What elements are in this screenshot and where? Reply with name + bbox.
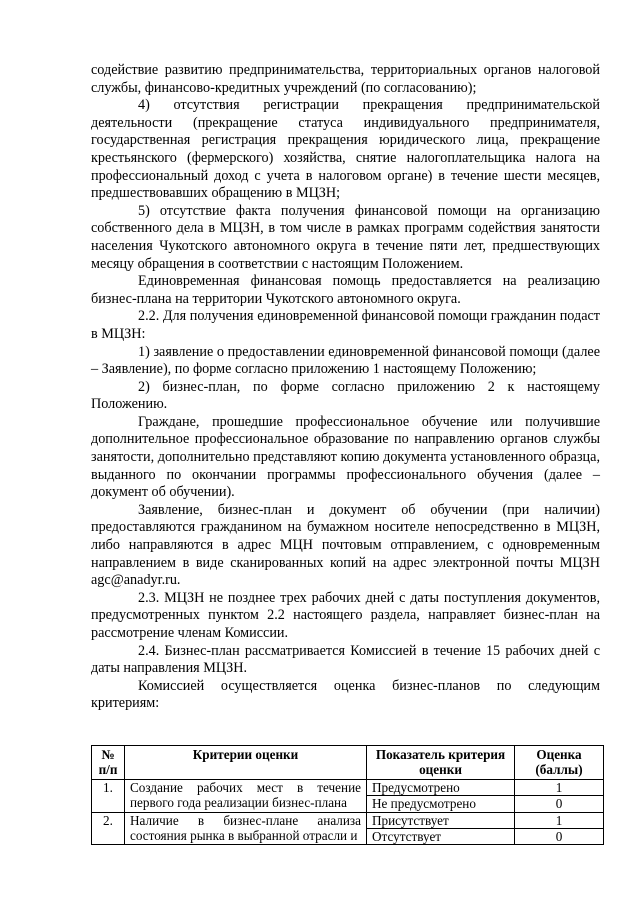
paragraph-2-4: 2.4. Бизнес-план рассматривается Комиссией в течение 15 рабочих дней с даты направления МЦЗН. [91,642,600,677]
row-score: 0 [515,829,604,845]
document-body [91,62,600,713]
table-row [92,812,604,828]
paragraph-2-2: 2.2. Для получения единовременной финансовой помощи гражданин подаст в МЦЗН: [91,308,600,342]
paragraph-criteria-intro: Комиссией осуществляется оценка бизнес-планов по следующим критериям: [91,677,600,712]
table-row [92,779,604,795]
paragraph-one-time-aid: Единовременная финансовая помощь предоставляется на реализацию бизнес-плана на территории Чукотского автономного округа. [91,273,600,307]
row-score: 0 [515,796,604,812]
row-score: 1 [515,812,604,828]
header-indicator: Показатель критерия оценки [367,746,515,780]
paragraph-item-4: 4) отсутствия регистрации прекращения предпринимательской деятельности (прекращение статуса индивидуального предпринимателя, государственная регистрация прекращения юридического лица, прекращение крестьянского (фермерского) хозяйства, снятие налогоплательщика налога на профессиональный доход с учета в налоговом органе) в течение шести месяцев, предшествовавших обращению в МЦЗН; [91,97,600,202]
row-score: 1 [515,779,604,795]
row-criterion: Наличие в бизнес-плане анализа состояния рынка в выбранной отрасли и [125,812,367,845]
paragraph-item-5: 5) отсутствие факта получения финансовой помощи на организацию собственного дела в МЦЗН, в том числе в рамках программ содействия занятости населения Чукотского автономного округа в течение пяти лет, предшествующих месяцу обращения в соответствии с настоящим Положением. [91,202,600,272]
row-criterion: Создание рабочих мест в течение первого года реализации бизнес-плана [125,779,367,812]
paragraph-submission: Заявление, бизнес-план и документ об обучении (при наличии) предоставляются гражданином на бумажном носителе непосредственно в МЦЗН, либо направляются в адрес МЦН почтовым отправлением, с одновременным направлением в виде сканированных копий на адрес электронной почты МЦЗН agc@anadyr.ru. [91,501,600,589]
paragraph-training-document: Граждане, прошедшие профессиональное обучение или получившие дополнительное профессиональное образование по направлению органов службы занятости, дополнительно представляют копию документа установленного образца, выданного по окончании программы профессионального обучения (далее – документ об обучении). [91,413,600,501]
row-indicator: Не предусмотрено [367,796,515,812]
row-indicator: Присутствует [367,812,515,828]
row-number: 2. [92,812,125,845]
criteria-table [91,745,604,845]
row-indicator: Отсутствует [367,829,515,845]
table-header-row [92,746,604,780]
header-criterion: Критерии оценки [125,746,367,780]
header-score: Оценка (баллы) [515,746,604,780]
paragraph-1: содействие развитию предпринимательства, территориальных органов налоговой службы, финансово-кредитных учреждений (по согласованию); [91,62,600,96]
header-number: № п/п [92,746,125,780]
paragraph-business-plan: 2) бизнес-план, по форме согласно приложению 2 к настоящему Положению. [91,378,600,413]
row-indicator: Предусмотрено [367,779,515,795]
paragraph-application: 1) заявление о предоставлении единовременной финансовой помощи (далее – Заявление), по форме согласно приложению 1 настоящему Положению; [91,343,600,378]
paragraph-2-3: 2.3. МЦЗН не позднее трех рабочих дней с даты поступления документов, предусмотренных пунктом 2.2 настоящего раздела, направляет бизнес-план на рассмотрение членам Комиссии. [91,589,600,641]
row-number: 1. [92,779,125,812]
